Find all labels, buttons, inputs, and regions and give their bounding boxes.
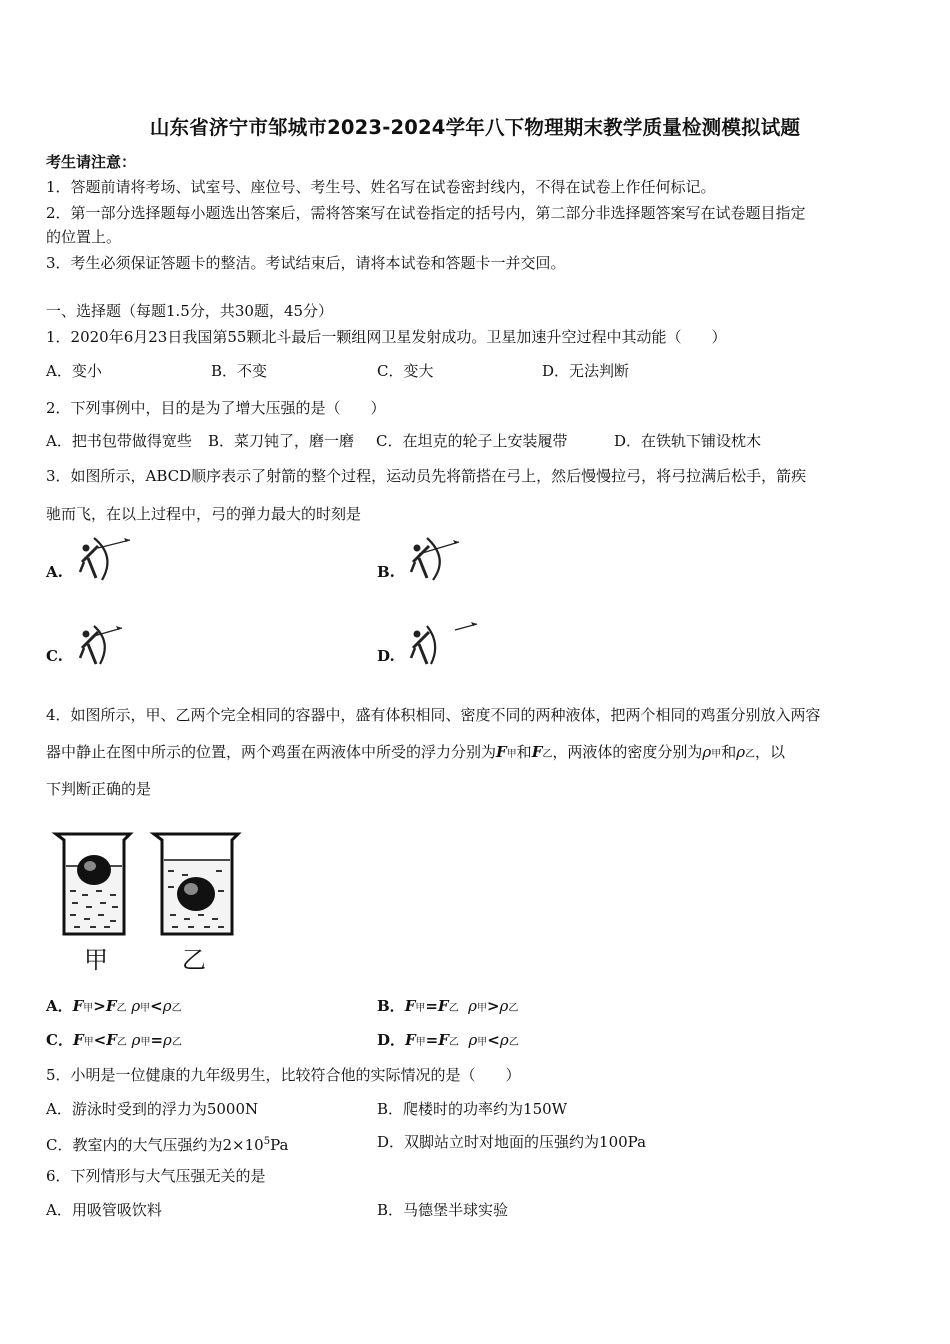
q4-stem-line3: 下判断正确的是: [46, 780, 152, 798]
q1-option-b: B．不变: [211, 362, 268, 380]
q4-stem-line1: 4．如图所示，甲、乙两个完全相同的容器中，盛有体积相同、密度不同的两种液体，把两个相同的鸡蛋分别放入两容: [46, 706, 821, 724]
q4-stem-line2: 器中静止在图中所示的位置，两个鸡蛋在两液体中所受的浮力分别为F甲和F乙，两液体的密度分别为ρ甲和ρ乙，以: [46, 743, 786, 761]
q6-option-b: B．马德堡半球实验: [377, 1201, 509, 1219]
q3-stem-line1: 3．如图所示，ABCD顺序表示了射箭的整个过程，运动员先将箭搭在弓上，然后慢慢拉弓，将弓拉满后松手，箭疾: [46, 467, 807, 485]
q5-stem: 5．小明是一位健康的九年级男生，比较符合他的实际情况的是（ ）: [46, 1066, 521, 1084]
section-heading: 一、选择题（每题1.5分，共30题，45分）: [46, 302, 334, 320]
q2-option-a: A．把书包带做得宽些: [46, 432, 192, 450]
q3-stem-line2: 驰而飞，在以上过程中，弓的弹力最大的时刻是: [46, 505, 362, 523]
q4-option-c: C．F甲<F乙 ρ甲=ρ乙: [46, 1031, 182, 1049]
beakers-figure: [52, 830, 242, 970]
page-title: 山东省济宁市邹城市2023-2024学年八下物理期末教学质量检测模拟试题: [149, 116, 801, 139]
q6-stem: 6．下列情形与大气压强无关的是: [46, 1167, 266, 1185]
q5-option-c: C．教室内的大气压强约为$2\times 10^5Pa$: [46, 1136, 289, 1154]
q2-option-d: D．在铁轨下铺设枕木: [614, 432, 762, 450]
q4-option-a: A．F甲>F乙 ρ甲<ρ乙: [46, 997, 182, 1015]
archer-figure-c: [72, 618, 142, 670]
beaker-label-yi: 乙: [182, 946, 206, 974]
q3-label-a: A.: [46, 563, 63, 581]
q2-stem: 2．下列事例中，目的是为了增大压强的是（ ）: [46, 399, 386, 417]
q6-option-a: A．用吸管吸饮料: [46, 1201, 162, 1219]
beaker-label-jia: 甲: [84, 946, 108, 974]
notice-item-2: 2．第一部分选择题每小题选出答案后，需将答案写在试卷指定的括号内，第二部分非选择题答案写在试卷题目指定: [46, 204, 806, 222]
q5-option-b: B．爬楼时的功率约为150W: [377, 1100, 568, 1118]
q5-option-a: A．游泳时受到的浮力为5000N: [46, 1100, 259, 1118]
notice-item-2-cont: 的位置上。: [46, 228, 122, 246]
archer-figure-d: [403, 618, 483, 670]
archer-figure-a: [72, 532, 142, 584]
q3-label-c: C.: [46, 647, 63, 665]
q2-option-b: B．菜刀钝了，磨一磨: [208, 432, 355, 450]
q5-option-d: D．双脚站立时对地面的压强约为100Pa: [377, 1133, 647, 1151]
q1-option-d: D．无法判断: [542, 362, 630, 380]
q3-label-d: D.: [377, 647, 395, 665]
notice-heading: 考生请注意：: [46, 153, 137, 171]
q4-option-b: B．F甲=F乙 ρ甲>ρ乙: [377, 997, 519, 1015]
q1-stem: 1．2020年6月23日我国第55颗北斗最后一颗组网卫星发射成功。卫星加速升空过程中其动能（ ）: [46, 328, 727, 346]
q3-label-b: B.: [377, 563, 395, 581]
notice-item-3: 3．考生必须保证答题卡的整洁。考试结束后，请将本试卷和答题卡一并交回。: [46, 254, 566, 272]
q1-option-c: C．变大: [377, 362, 434, 380]
q4-option-d: D．F甲=F乙 ρ甲<ρ乙: [377, 1031, 519, 1049]
q1-option-a: A．变小: [46, 362, 102, 380]
q2-option-c: C．在坦克的轮子上安装履带: [376, 432, 568, 450]
archer-figure-b: [403, 532, 473, 584]
notice-item-1: 1．答题前请将考场、试室号、座位号、考生号、姓名写在试卷密封线内，不得在试卷上作任何标记。: [46, 178, 716, 196]
